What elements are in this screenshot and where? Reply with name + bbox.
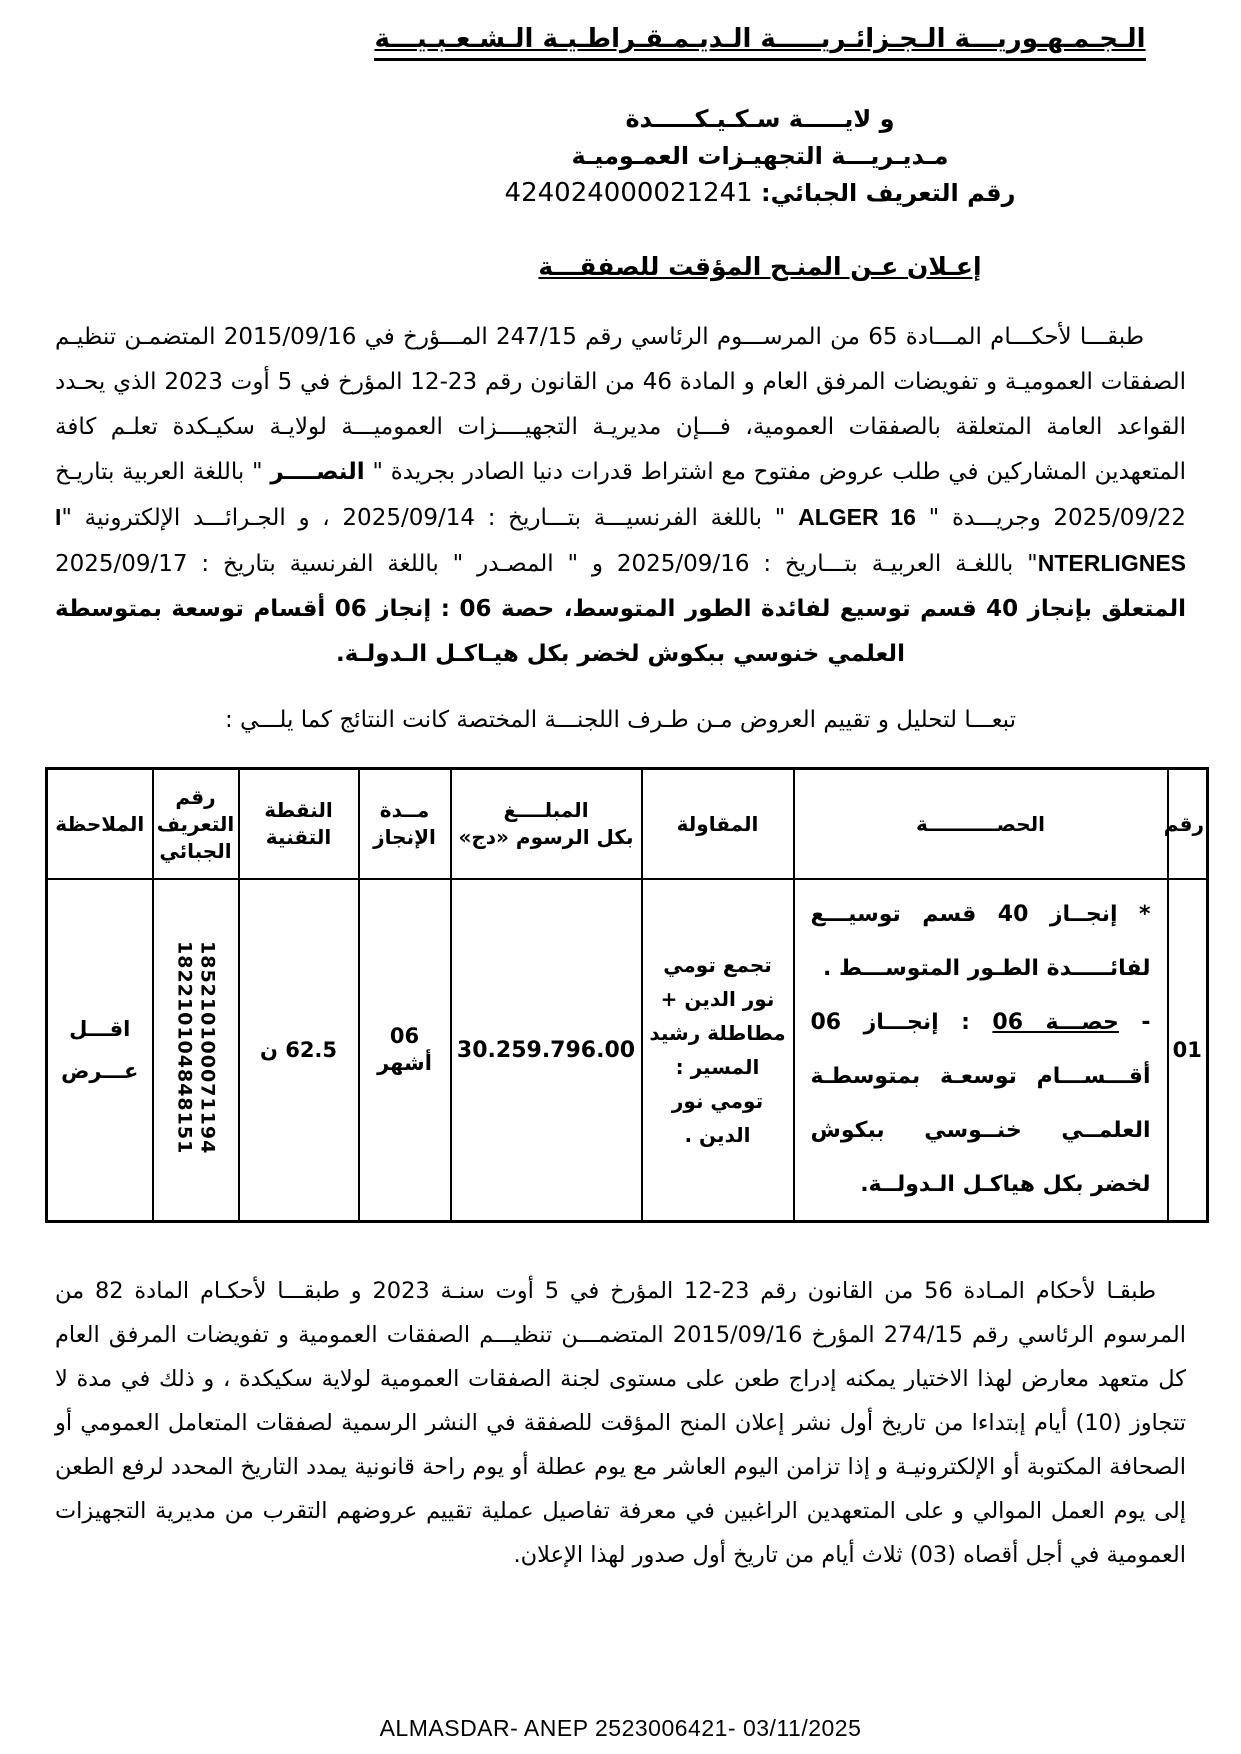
intro-paragraph (55, 315, 1186, 677)
cell-num: 01 (1168, 879, 1208, 1222)
newspaper-alger16: ALGER 16 (798, 504, 916, 530)
table-header-row (47, 769, 1208, 880)
lot-line-main: * إنجــاز 40 قسم توسيـــع لفائـــــدة الطـور المتوســـط . (810, 902, 1151, 981)
header-duration-line2: الإنجاز (373, 825, 436, 849)
tax-id-line (300, 175, 1220, 212)
remark-word-2: عـــرض (61, 1059, 139, 1083)
duration-unit: أشهر (377, 1051, 432, 1075)
header-score (239, 769, 359, 880)
vertical-tax-ids (173, 941, 219, 1154)
tax-id-label: رقم التعريف الجبائي: (761, 179, 1016, 207)
tax-id-value-1: 185210100071194 (196, 941, 219, 1155)
page-title: الـجـمـهـوريـــة الـجـزائـريـــــة الـديـمـقـراطـيـة الـشـعـبـيـــة (374, 24, 1145, 61)
newspaper-ennasr: النصــــر (270, 459, 365, 485)
lot-dash: - (1118, 1010, 1151, 1035)
header-duration (359, 769, 451, 880)
intro-text-3: " باللغة الفرنسيـــة بتـــاريخ : 2025/09/14 ، و الجـرائـــد الإلكترونية " (61, 505, 799, 531)
legal-paragraph: طبقـا لأحكام المـادة 56 من القانون رقم 23-12 المؤرخ في 5 أوت سنـة 2023 و طبقـــا لأحكـام المادة 82 من المرسوم الرئاسي رقم 274/15 المؤرخ 2015/09/16 المتضمـــن تنظيـــم الصفقات العمومية و تفويضات المرفق العام كل متعهد معارض لهذا الاختيار يمكنه إدراج طعن على مستوى لجنة الصفقات العمومية لولاية سكيكدة ، و ذلك في مدة لا تتجاوز (10) أيام إبتداءا من تاريخ أول نشر إعلان المنح المؤقت للصفقة في النشر الرسمية لصفقات المتعامل العمومي أو الصحافة المكتوبة أو الإلكترونيـة و إذا تزامن اليوم العاشر مع يوم عطلة أو يوم راحة قانونية يمدد التاريخ المحدد لرفع الطعن إلى يوم العمل الموالي و على المتعهدين الراغبين في معرفة تفاصيل عملية تقييم عروضهم التقرب من مديرية التجهيزات العمومية في أجل أقصاه (03) ثلاث أيام من تاريخ أول صدور لهذا الإعلان. (55, 1278, 1187, 1568)
header-amount-line2: بكل الرسوم «دج» (458, 825, 634, 849)
header-lot: الحصــــــــــة (794, 769, 1168, 880)
tax-id-number: 424024000021241 (504, 178, 753, 208)
intro-text-1: طبقـــا لأحكـــام المـــادة 65 من المرســـوم الرئاسي رقم 247/15 المـــؤرخ في 2015/09/16 المتضمـن تنظيـم الصفقات العموميـة و تفويضات المرفق العام و المادة 46 من القانون رقم 23-12 المؤرخ في 5 أوت 2023 الذي يحـدد القواعد العامة المتعلقة بالصفقات العمومية، فـــإن مديريـة التجهيــــزات العموميـــة لولايـة سكيـكدة تعلـم كافة المتعهدين المشاركين في طلب عروض مفتوح مع اشتراط قدرات دنيا الصادر بجريدة " (55, 324, 1186, 485)
doc-title-row (300, 24, 1220, 61)
announcement-heading: إعـلان عـن المنـح المؤقت للصفقـــة (538, 252, 982, 281)
table-row (47, 879, 1208, 1222)
announcement-heading-row (300, 252, 1220, 283)
wilaya-line: و لايـــــة سـكـيـكـــــدة (625, 105, 895, 133)
cell-lot (794, 879, 1168, 1222)
header-score-line1: النقطة (264, 798, 333, 822)
document-header (300, 24, 1220, 283)
anep-footer-line: ALMASDAR- ANEP 2523006421- 03/11/2025 (379, 1715, 862, 1741)
lot-number-underlined: حصـــة 06 (992, 1010, 1119, 1035)
header-amount (451, 769, 642, 880)
header-taxid-line1: رقم (175, 784, 216, 809)
cell-amount: 30.259.796.00 (451, 879, 642, 1222)
cell-score: 62.5 ن (239, 879, 359, 1222)
header-score-line2: التقنية (265, 825, 332, 849)
newspaper-interlignes: I NTERLIGNES (55, 504, 1186, 576)
intro-text-2: " باللغة العربية بتاريـخ 2025/09/22 وجريـــدة " (55, 459, 1186, 531)
cell-contractor: تجمع تومي نور الدين + مطاطلة رشيد المسير : تومي نور الدين . (642, 879, 794, 1222)
cell-remark (47, 879, 153, 1222)
header-taxid-line3: الجبائي (159, 838, 232, 863)
header-taxid (153, 769, 239, 880)
directorate-line: مـديـريـــة التجهيـزات العمـوميـة (571, 142, 949, 170)
results-intro-line: تبعـــا لتحليل و تقييم العروض مـن طـرف اللجنـــة المختصة كانت النتائج كما يلـــي : (224, 707, 1017, 733)
header-duration-line1: مــدة (379, 798, 430, 822)
duration-value: 06 (389, 1024, 420, 1048)
header-taxid-line2: التعريف (156, 811, 235, 836)
lot-detail-text: : إنجـــاز 06 أقـــســـام توسعـة بمتوسطـة العلمــي خنــوسي ببكوش لخضر بكل هياكـل الـدولــة. (810, 1010, 1151, 1197)
org-block (300, 101, 1220, 212)
header-amount-line1: المبلــــغ (503, 798, 589, 822)
contract-subject: المتعلق بإنجاز 40 قسم توسيع لفائدة الطور المتوسط، حصة 06 : إنجاز 06 أقسام توسعة بمتوسطة العلمي خنوسي ببكوش لخضر بكل هيـاكـل الـدولـة. (55, 596, 1186, 667)
header-contractor: المقاولة (642, 769, 794, 880)
cell-taxid (153, 879, 239, 1222)
lot-line-detail (811, 996, 1151, 1212)
header-remark: الملاحظة (47, 769, 153, 880)
results-table (45, 767, 1209, 1223)
header-num: رقم (1168, 769, 1208, 880)
remark-word-1: اقـــل (69, 1017, 131, 1041)
intro-text-4: " باللغـة العربيـة بتـــاريخ : 2025/09/16 و " المصـدر " باللغة الفرنسية بتاريخ : 2025/09/17 (55, 551, 1038, 577)
cell-duration (359, 879, 451, 1222)
tax-id-value-2: 182210104848151 (173, 941, 196, 1155)
